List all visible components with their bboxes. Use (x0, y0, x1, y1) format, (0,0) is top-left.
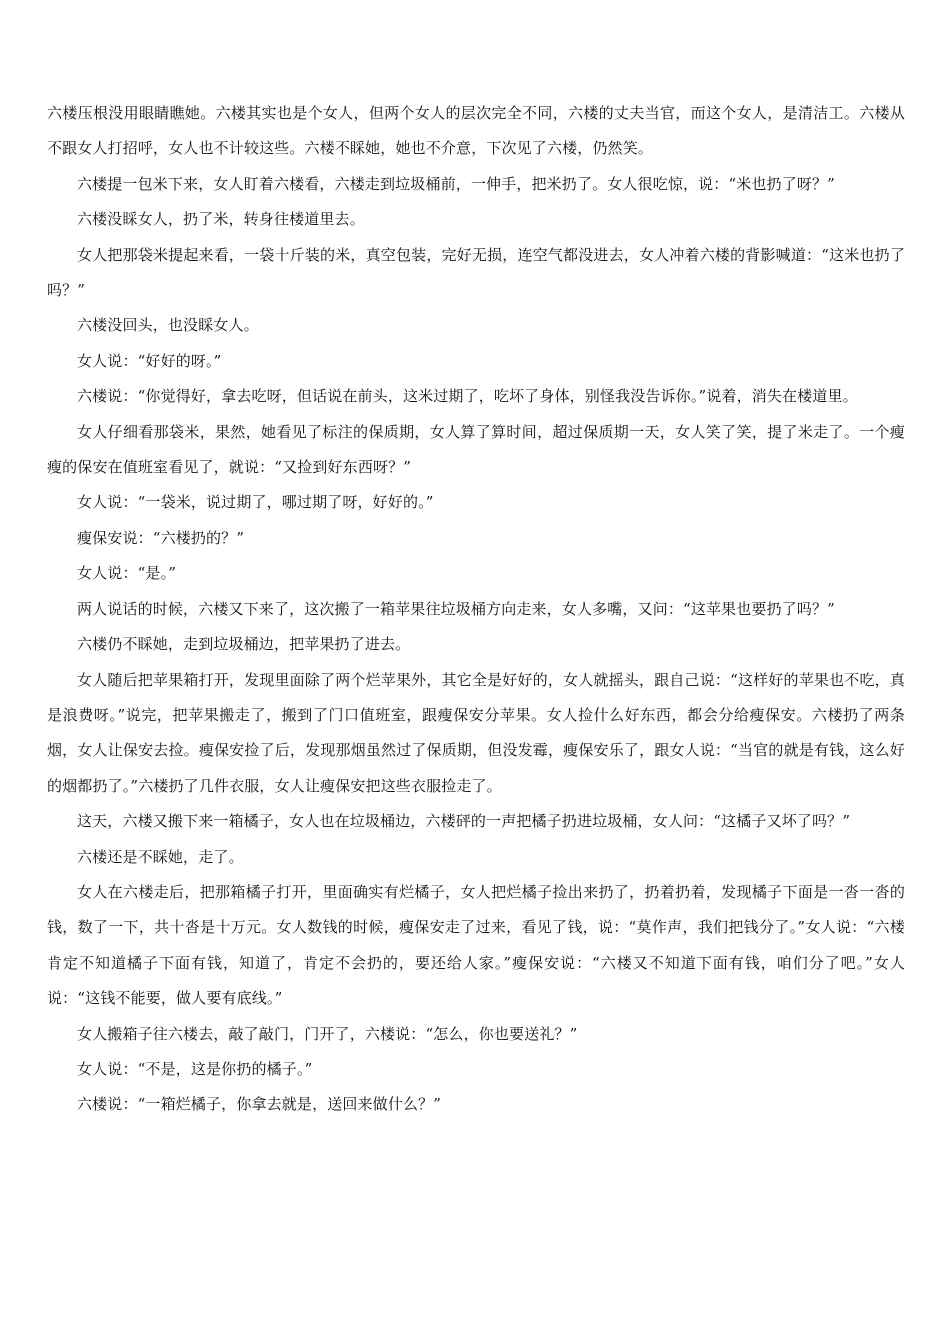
paragraph-2: 六楼提一包米下来，女人盯着六楼看，六楼走到垃圾桶前，一伸手，把米扔了。女人很吃惊，说：“米也扔了呀？” (77, 174, 835, 193)
paragraph-9: 女人说：“一袋米，说过期了，哪过期了呀，好好的。” (77, 493, 434, 512)
paragraph-4: 女人把那袋米提起来看，一袋十斤装的米，真空包装，完好无损，连空气都没进去，女人冲着六楼的背影喊道：“这米也扔了吗？” (47, 245, 905, 300)
paragraph-10: 瘦保安说：“六楼扔的？” (77, 528, 245, 547)
paragraph-6: 女人说：“好好的呀。” (77, 351, 222, 370)
paragraph-3: 六楼没睬女人，扔了米，转身往楼道里去。 (77, 210, 365, 229)
paragraph-8: 女人仔细看那袋米，果然，她看见了标注的保质期，女人算了算时间，超过保质期一天，女人笑了笑，提了米走了。一个瘦瘦的保安在值班室看见了，就说：“又捡到好东西呀？” (47, 422, 905, 477)
story-text (47, 96, 905, 1123)
paragraph-7: 六楼说：“你觉得好，拿去吃呀，但话说在前头，这米过期了，吃坏了身体，别怪我没告诉你。”说着，消失在楼道里。 (77, 387, 858, 406)
paragraph-5: 六楼没回头，也没睬女人。 (77, 316, 259, 335)
paragraph-18: 女人搬箱子往六楼去，敲了敲门，门开了，六楼说：“怎么，你也要送礼？” (77, 1024, 578, 1043)
paragraph-16: 六楼还是不睬她，走了。 (77, 847, 244, 866)
paragraph-15: 这天，六楼又搬下来一箱橘子，女人也在垃圾桶边，六楼砰的一声把橘子扔进垃圾桶，女人问：“这橘子又坏了吗？” (77, 812, 851, 831)
paragraph-13: 六楼仍不睬她，走到垃圾桶边，把苹果扔了进去。 (77, 635, 411, 654)
paragraph-12: 两人说话的时候，六楼又下来了，这次搬了一箱苹果往垃圾桶方向走来，女人多嘴，又问：“这苹果也要扔了吗？” (77, 599, 835, 618)
paragraph-11: 女人说：“是。” (77, 564, 177, 583)
paragraph-20: 六楼说：“一箱烂橘子，你拿去就是，送回来做什么？” (77, 1095, 442, 1114)
paragraph-14: 女人随后把苹果箱打开，发现里面除了两个烂苹果外，其它全是好好的，女人就摇头，跟自己说：“这样好的苹果也不吃，真是浪费呀。”说完，把苹果搬走了，搬到了门口值班室，跟瘦保安分苹果。女人捡什么好东西，都会分给瘦保安。六楼扔了两条烟，女人让保安去捡。瘦保安捡了后，发现那烟虽然过了保质期，但没发霉，瘦保安乐了，跟女人说：“当官的就是有钱，这么好的烟都扔了。”六楼扔了几件衣服，女人让瘦保安把这些衣服捡走了。 (47, 670, 905, 795)
paragraph-17: 女人在六楼走后，把那箱橘子打开，里面确实有烂橘子，女人把烂橘子捡出来扔了，扔着扔着，发现橘子下面是一沓一沓的钱，数了一下，共十沓是十万元。女人数钱的时候，瘦保安走了过来，看见了钱，说：“莫作声，我们把钱分了。”女人说：“六楼肯定不知道橘子下面有钱，知道了，肯定不会扔的，要还给人家。”瘦保安说：“六楼又不知道下面有钱，咱们分了吧。”女人说：“这钱不能要，做人要有底线。” (47, 882, 905, 1008)
paragraph-1: 六楼压根没用眼睛瞧她。六楼其实也是个女人，但两个女人的层次完全不同，六楼的丈夫当官，而这个女人，是清洁工。六楼从不跟女人打招呼，女人也不计较这些。六楼不睬她，她也不介意，下次见了六楼，仍然笑。 (47, 104, 905, 158)
paragraph-19: 女人说：“不是，这是你扔的橘子。” (77, 1059, 313, 1078)
